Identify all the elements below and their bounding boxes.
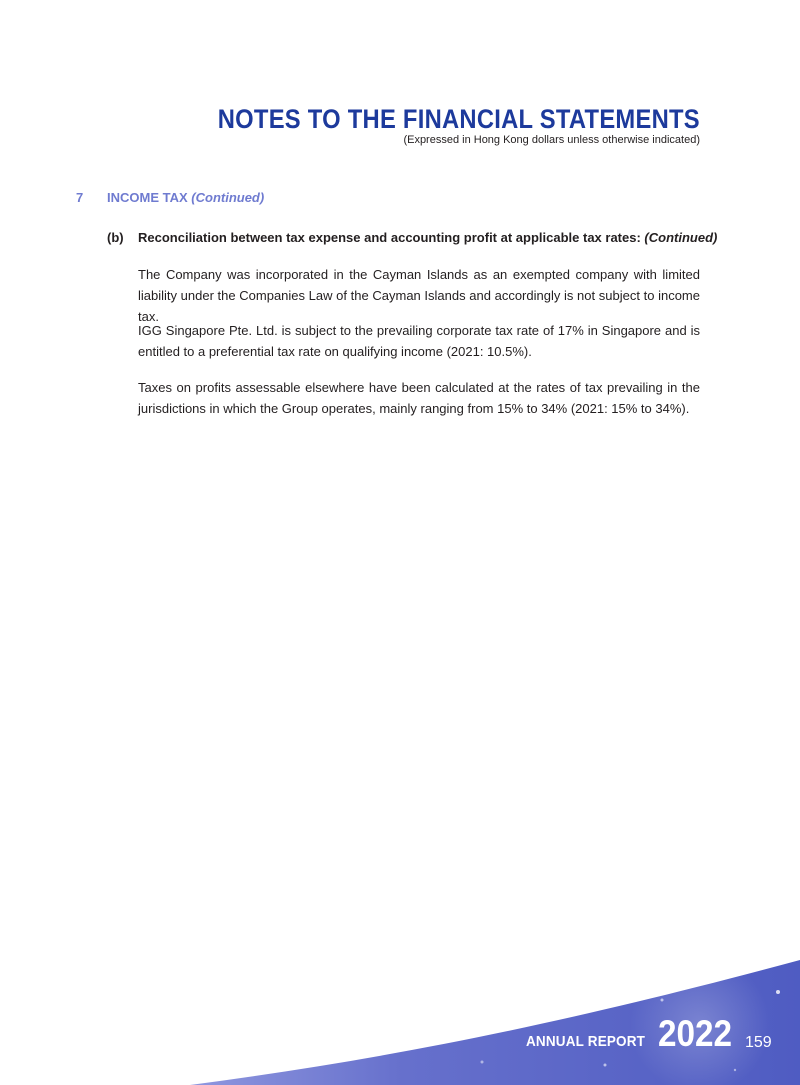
footer-year: 2022	[658, 1013, 733, 1054]
subsection-letter: (b)	[107, 230, 124, 245]
subsection-title: Reconciliation between tax expense and accounting profit at applicable tax rates:	[138, 230, 641, 245]
paragraph-company-incorporation: The Company was incorporated in the Cayman Islands as an exempted company with limited liability under the Companies Law of the Cayman Islands and accordingly is not subject to income tax.	[138, 267, 700, 324]
sparkle-dot	[661, 999, 664, 1002]
page-number: 159	[745, 1034, 772, 1051]
sparkle-dot	[776, 990, 780, 994]
sparkle-dot	[481, 1061, 484, 1064]
sparkle-dot	[604, 1064, 607, 1067]
page-title: NOTES TO THE FINANCIAL STATEMENTS	[217, 104, 700, 134]
section-number: 7	[76, 190, 84, 205]
paragraph-other-jurisdictions: Taxes on profits assessable elsewhere have been calculated at the rates of tax prevailing in the jurisdictions in which the Group operates, mainly ranging from 15% to 34% (2021: 15% to 34%).	[138, 380, 700, 416]
paragraph-singapore-tax: IGG Singapore Pte. Ltd. is subject to the prevailing corporate tax rate of 17% in Singapore and is entitled to a preferential tax rate on qualifying income (2021: 10.5%).	[138, 323, 700, 359]
page-subtitle: (Expressed in Hong Kong dollars unless otherwise indicated)	[403, 134, 700, 146]
subsection-heading	[107, 230, 717, 245]
subsection-continued: (Continued)	[644, 230, 718, 245]
sparkle-dot	[734, 1069, 736, 1071]
section-continued: (Continued)	[191, 190, 265, 205]
section-title: INCOME TAX	[107, 190, 188, 205]
footer-annual-report-label: ANNUAL REPORT	[526, 1033, 646, 1050]
section-heading	[76, 190, 264, 205]
